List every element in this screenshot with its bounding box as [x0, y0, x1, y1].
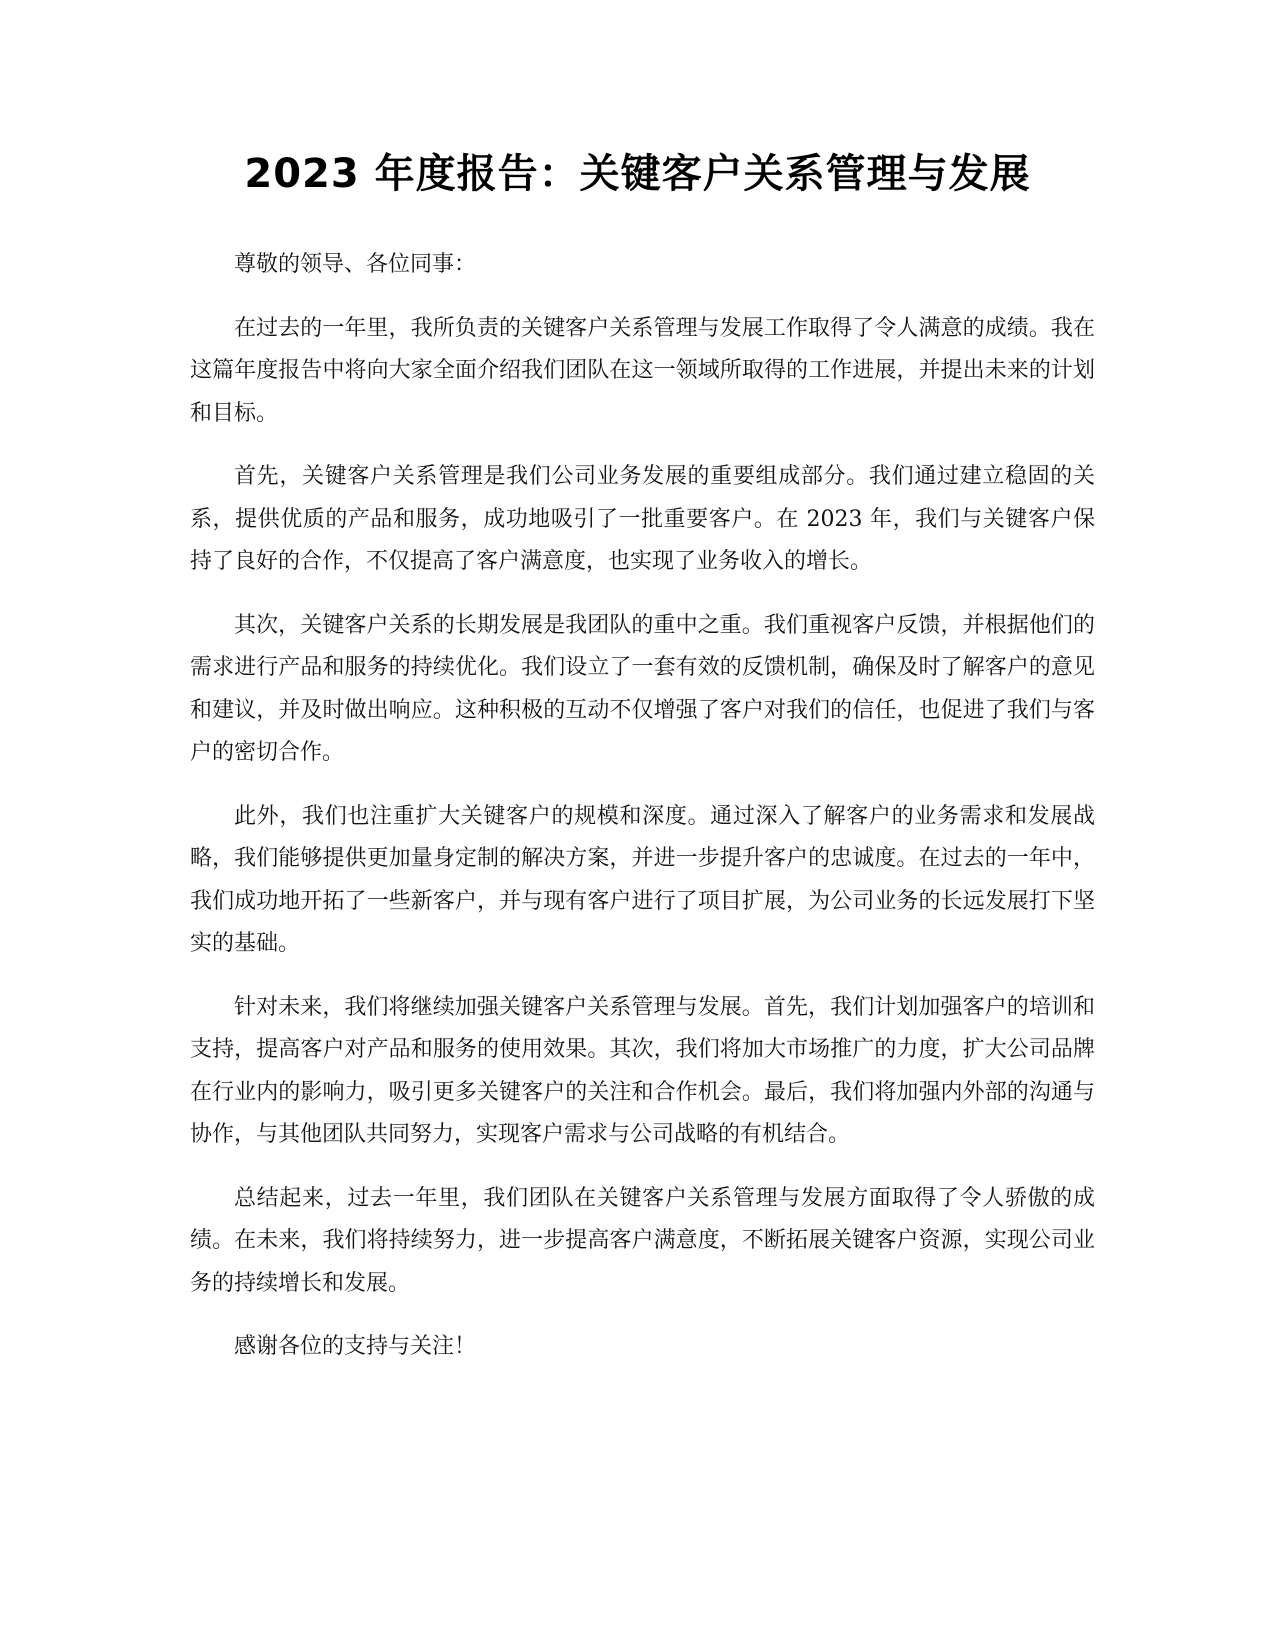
document-title: 2023 年度报告：关键客户关系管理与发展 [244, 151, 1031, 197]
closing-line: 感谢各位的支持与关注！ [234, 1334, 477, 1359]
salutation: 尊敬的领导、各位同事： [234, 252, 477, 277]
paragraph: 总结起来，过去一年里，我们团队在关键客户关系管理与发展方面取得了令人骄傲的成绩。在未来，我们将持续努力，进一步提高客户满意度，不断拓展关键客户资源，实现公司业务的持续增长和发展。 [190, 1185, 1095, 1296]
document-body [190, 244, 1095, 1390]
paragraph: 此外，我们也注重扩大关键客户的规模和深度。通过深入了解客户的业务需求和发展战略，我们能够提供更加量身定制的解决方案，并进一步提升客户的忠诚度。在过去的一年中，我们成功地开拓了一些新客户，并与现有客户进行了项目扩展，为公司业务的长远发展打下坚实的基础。 [190, 803, 1095, 956]
paragraph: 在过去的一年里，我所负责的关键客户关系管理与发展工作取得了令人满意的成绩。我在这篇年度报告中将向大家全面介绍我们团队在这一领域所取得的工作进展，并提出未来的计划和目标。 [190, 315, 1095, 426]
paragraph: 其次，关键客户关系的长期发展是我团队的重中之重。我们重视客户反馈，并根据他们的需求进行产品和服务的持续优化。我们设立了一套有效的反馈机制，确保及时了解客户的意见和建议，并及时做出响应。这种积极的互动不仅增强了客户对我们的信任，也促进了我们与客户的密切合作。 [190, 612, 1095, 765]
paragraph: 首先，关键客户关系管理是我们公司业务发展的重要组成部分。我们通过建立稳固的关系，提供优质的产品和服务，成功地吸引了一批重要客户。在 2023 年，我们与关键客户保持了良好的合作，不仅提高了客户满意度，也实现了业务收入的增长。 [190, 464, 1095, 574]
paragraph: 针对未来，我们将继续加强关键客户关系管理与发展。首先，我们计划加强客户的培训和支持，提高客户对产品和服务的使用效果。其次，我们将加大市场推广的力度，扩大公司品牌在行业内的影响力，吸引更多关键客户的关注和合作机会。最后，我们将加强内外部的沟通与协作，与其他团队共同努力，实现客户需求与公司战略的有机结合。 [190, 994, 1095, 1147]
